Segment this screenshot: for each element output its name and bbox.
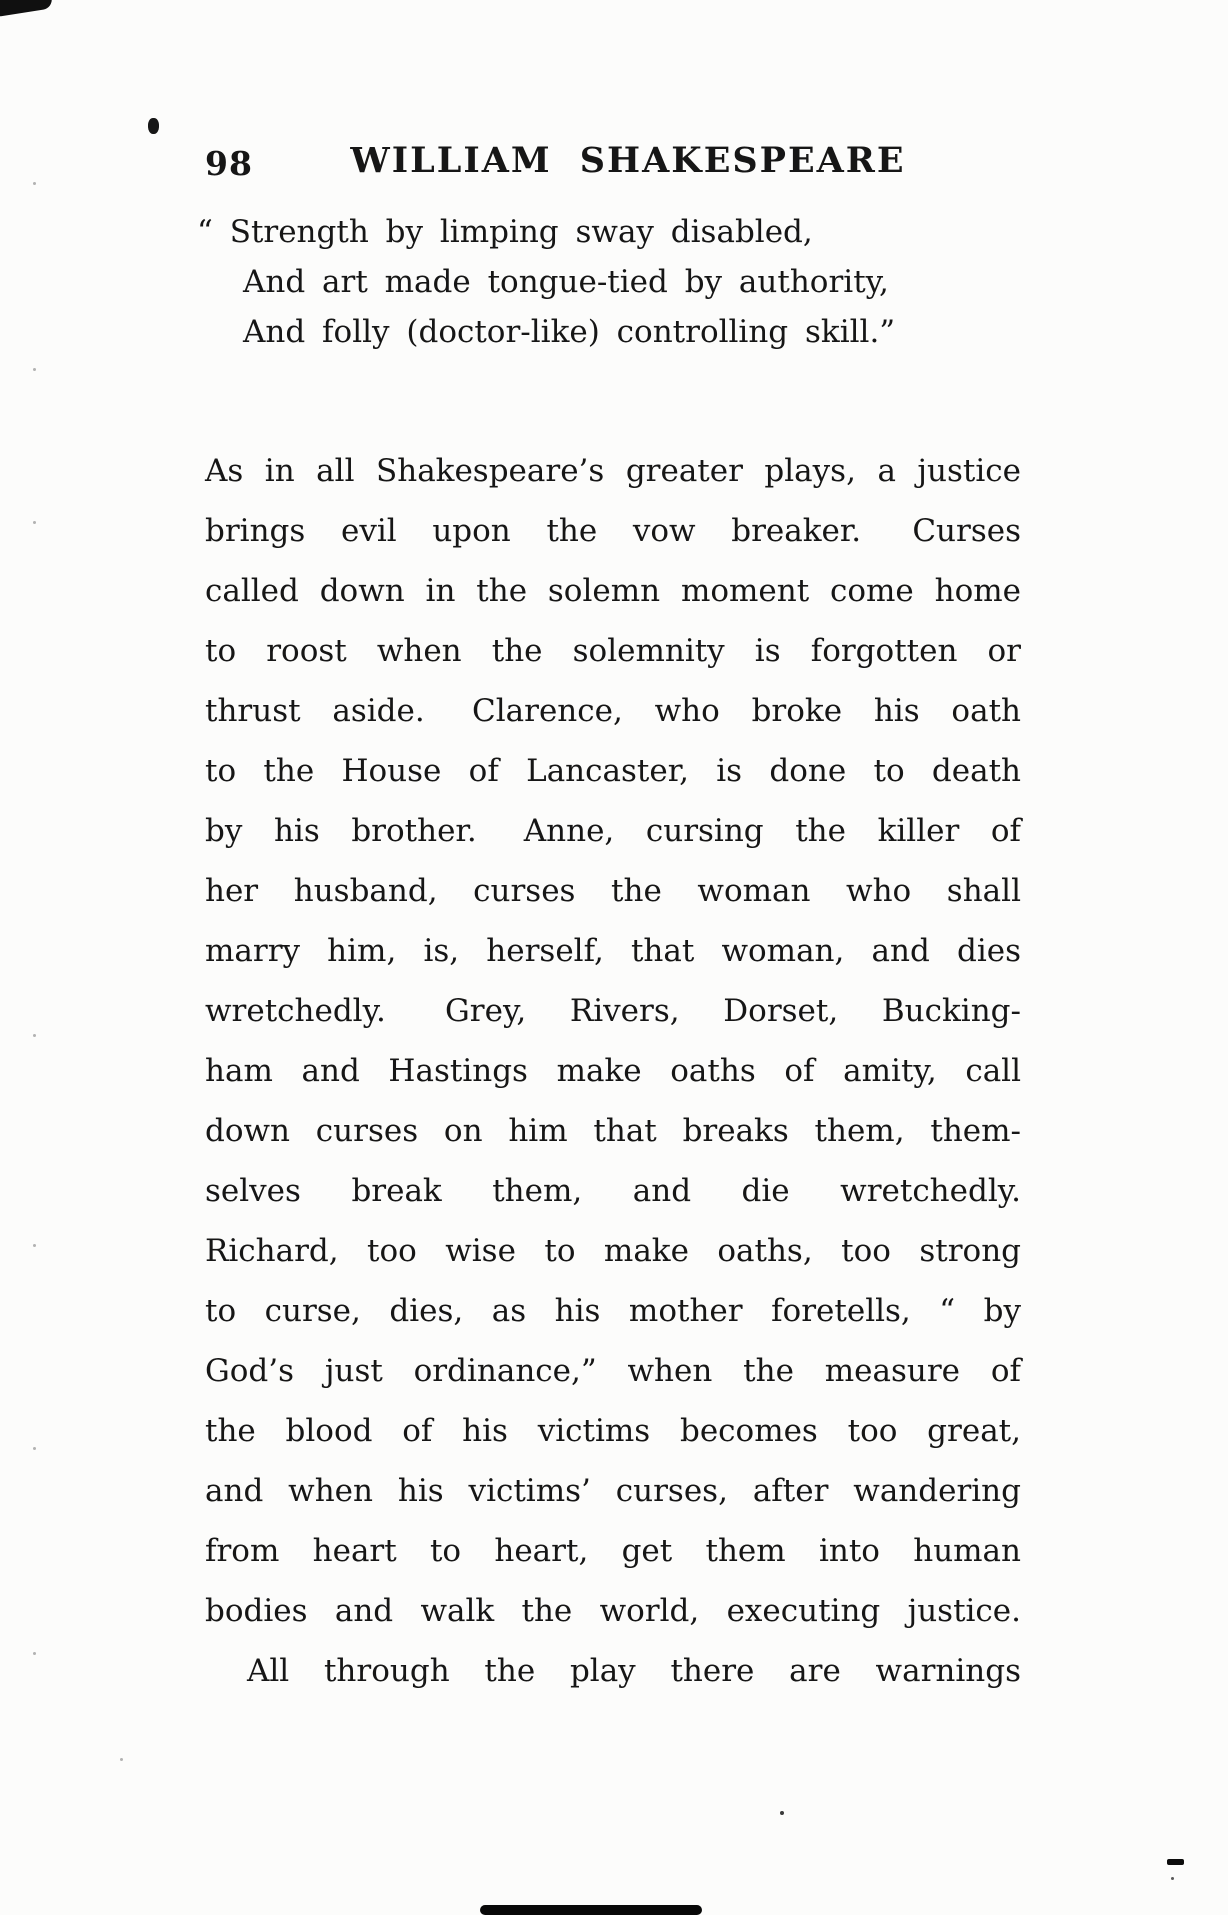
text-line: thrust aside. Clarence, who broke his oath [205, 693, 1021, 729]
scan-artifact-dot [780, 1811, 784, 1815]
text-line: to curse, dies, as his mother foretells, “ by [205, 1293, 1021, 1329]
scan-artifact-ink-blotch [148, 118, 159, 134]
text-line: to roost when the solemnity is forgotten or [205, 633, 1021, 669]
text-line: bodies and walk the world, executing justice. [205, 1593, 1021, 1629]
text-line: Richard, too wise to make oaths, too strong [205, 1233, 1021, 1269]
page-header [205, 140, 1021, 186]
body-text [205, 441, 1021, 1701]
scan-artifact-speck [33, 1652, 36, 1655]
text-line: ham and Hastings make oaths of amity, call [205, 1053, 1021, 1089]
text-line: the blood of his victims becomes too great, [205, 1413, 1021, 1449]
text-line: brings evil upon the vow breaker. Curses [205, 513, 1021, 549]
quote-line: “ Strength by limping sway disabled, [197, 214, 813, 250]
scan-artifact-speck [33, 521, 36, 524]
running-title: WILLIAM SHAKESPEARE [350, 140, 906, 181]
text-line: called down in the solemn moment come home [205, 573, 1021, 609]
text-line: marry him, is, herself, that woman, and dies [205, 933, 1021, 969]
text-line: All through the play there are warnings [247, 1653, 1021, 1689]
scan-artifact-dot [1171, 1877, 1174, 1880]
scan-artifact-speck [33, 1034, 36, 1037]
scan-artifact-speck [33, 182, 36, 185]
text-line: wretchedly. Grey, Rivers, Dorset, Bucking- [205, 993, 1021, 1029]
quote-line: And folly (doctor-like) controlling skill.” [243, 314, 896, 350]
text-line: down curses on him that breaks them, them- [205, 1113, 1021, 1149]
text-line: and when his victims’ curses, after wandering [205, 1473, 1021, 1509]
scan-artifact-speck [33, 1447, 36, 1450]
text-line: her husband, curses the woman who shall [205, 873, 1021, 909]
quote-line: And art made tongue-tied by authority, [243, 264, 889, 300]
text-line: to the House of Lancaster, is done to death [205, 753, 1021, 789]
text-line: selves break them, and die wretchedly. [205, 1173, 1021, 1209]
text-line: from heart to heart, get them into human [205, 1533, 1021, 1569]
text-line: As in all Shakespeare’s greater plays, a justice [205, 453, 1021, 489]
scan-artifact-corner-smudge [0, 0, 53, 18]
text-line: by his brother. Anne, cursing the killer of [205, 813, 1021, 849]
scan-artifact-speck [120, 1758, 123, 1761]
scan-artifact-bottom-bar [480, 1905, 702, 1915]
verse-quote-block [197, 207, 1021, 357]
scan-artifact-dash [1167, 1859, 1184, 1865]
page-number: 98 [205, 144, 253, 183]
scan-artifact-speck [33, 1244, 36, 1247]
scan-artifact-speck [33, 368, 36, 371]
text-line: God’s just ordinance,” when the measure of [205, 1353, 1021, 1389]
